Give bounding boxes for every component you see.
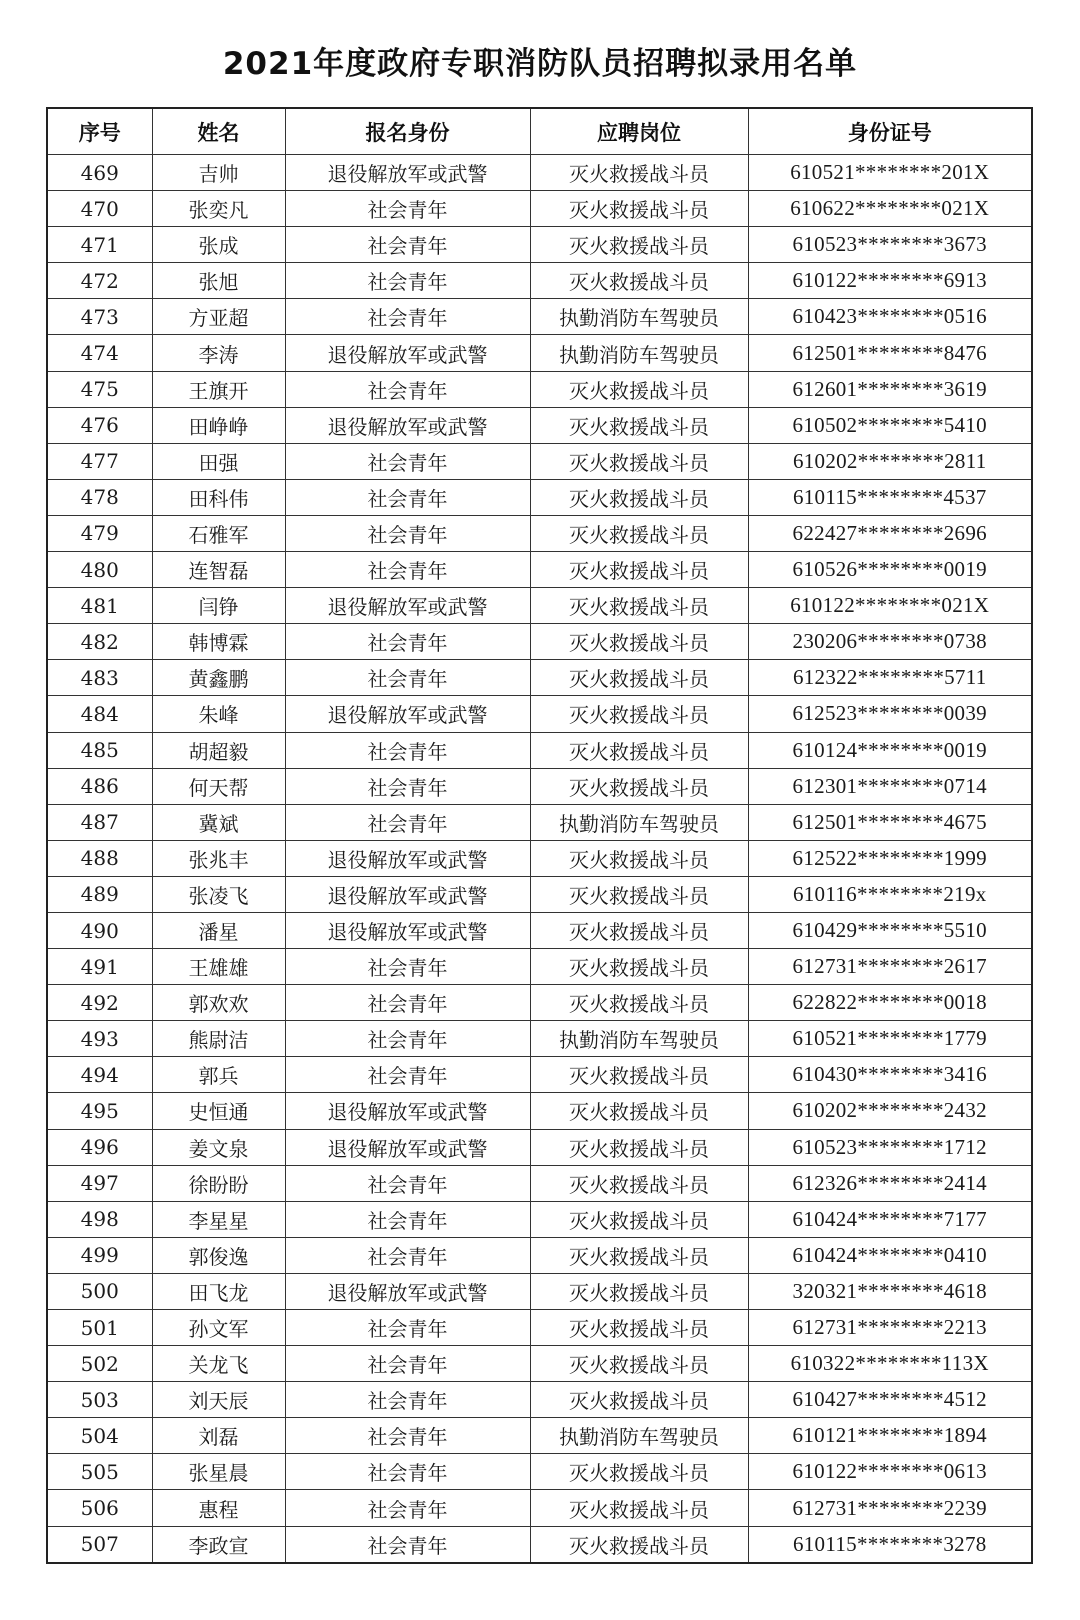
cell-id-number: 612731********2213 xyxy=(748,1310,1032,1346)
table-row xyxy=(47,371,1032,407)
cell-identity: 退役解放军或武警 xyxy=(285,876,530,912)
cell-serial: 480 xyxy=(47,552,152,588)
cell-id-number: 610115********3278 xyxy=(748,1526,1032,1563)
cell-identity: 退役解放军或武警 xyxy=(285,1273,530,1309)
cell-identity: 社会青年 xyxy=(285,515,530,551)
cell-serial: 481 xyxy=(47,588,152,624)
cell-serial: 478 xyxy=(47,479,152,515)
cell-identity: 社会青年 xyxy=(285,263,530,299)
cell-name: 田飞龙 xyxy=(152,1273,285,1309)
column-header-identity: 报名身份 xyxy=(285,108,530,155)
table-row xyxy=(47,1165,1032,1201)
cell-name: 何天帮 xyxy=(152,768,285,804)
cell-id-number: 610430********3416 xyxy=(748,1057,1032,1093)
cell-name: 冀斌 xyxy=(152,804,285,840)
cell-identity: 社会青年 xyxy=(285,804,530,840)
cell-serial: 489 xyxy=(47,876,152,912)
cell-name: 吉帅 xyxy=(152,155,285,191)
cell-serial: 490 xyxy=(47,912,152,948)
cell-id-number: 610523********3673 xyxy=(748,227,1032,263)
cell-name: 郭俊逸 xyxy=(152,1237,285,1273)
cell-position: 灭火救援战斗员 xyxy=(530,1237,748,1273)
cell-serial: 469 xyxy=(47,155,152,191)
cell-id-number: 610322********113X xyxy=(748,1346,1032,1382)
cell-position: 灭火救援战斗员 xyxy=(530,1165,748,1201)
cell-name: 张兆丰 xyxy=(152,840,285,876)
cell-id-number: 610121********1894 xyxy=(748,1418,1032,1454)
cell-identity: 社会青年 xyxy=(285,299,530,335)
cell-name: 郭兵 xyxy=(152,1057,285,1093)
cell-name: 徐盼盼 xyxy=(152,1165,285,1201)
cell-identity: 退役解放军或武警 xyxy=(285,407,530,443)
cell-identity: 社会青年 xyxy=(285,1346,530,1382)
cell-id-number: 612731********2239 xyxy=(748,1490,1032,1526)
cell-name: 闫铮 xyxy=(152,588,285,624)
cell-serial: 507 xyxy=(47,1526,152,1563)
table-row xyxy=(47,191,1032,227)
cell-name: 朱峰 xyxy=(152,696,285,732)
cell-position: 灭火救援战斗员 xyxy=(530,407,748,443)
cell-serial: 487 xyxy=(47,804,152,840)
cell-name: 张凌飞 xyxy=(152,876,285,912)
cell-position: 灭火救援战斗员 xyxy=(530,1273,748,1309)
cell-identity: 退役解放军或武警 xyxy=(285,335,530,371)
cell-id-number: 612322********5711 xyxy=(748,660,1032,696)
table-row xyxy=(47,768,1032,804)
table-row xyxy=(47,840,1032,876)
cell-id-number: 612601********3619 xyxy=(748,371,1032,407)
cell-id-number: 320321********4618 xyxy=(748,1273,1032,1309)
cell-position: 执勤消防车驾驶员 xyxy=(530,335,748,371)
cell-id-number: 610122********0613 xyxy=(748,1454,1032,1490)
cell-identity: 退役解放军或武警 xyxy=(285,696,530,732)
cell-serial: 495 xyxy=(47,1093,152,1129)
cell-name: 张成 xyxy=(152,227,285,263)
cell-name: 石雅军 xyxy=(152,515,285,551)
cell-name: 张旭 xyxy=(152,263,285,299)
roster-table xyxy=(46,107,1033,1564)
cell-position: 灭火救援战斗员 xyxy=(530,1201,748,1237)
cell-id-number: 610122********6913 xyxy=(748,263,1032,299)
cell-identity: 退役解放军或武警 xyxy=(285,912,530,948)
cell-serial: 493 xyxy=(47,1021,152,1057)
table-row xyxy=(47,1526,1032,1563)
cell-identity: 社会青年 xyxy=(285,949,530,985)
cell-id-number: 610202********2811 xyxy=(748,443,1032,479)
cell-serial: 476 xyxy=(47,407,152,443)
cell-position: 灭火救援战斗员 xyxy=(530,696,748,732)
cell-id-number: 612326********2414 xyxy=(748,1165,1032,1201)
cell-id-number: 610523********1712 xyxy=(748,1129,1032,1165)
cell-position: 灭火救援战斗员 xyxy=(530,660,748,696)
table-row xyxy=(47,1201,1032,1237)
table-row xyxy=(47,479,1032,515)
cell-id-number: 612501********8476 xyxy=(748,335,1032,371)
cell-position: 灭火救援战斗员 xyxy=(530,1382,748,1418)
cell-name: 张奕凡 xyxy=(152,191,285,227)
cell-serial: 474 xyxy=(47,335,152,371)
cell-name: 李政宣 xyxy=(152,1526,285,1563)
table-row xyxy=(47,1382,1032,1418)
table-row xyxy=(47,1057,1032,1093)
cell-name: 方亚超 xyxy=(152,299,285,335)
cell-identity: 社会青年 xyxy=(285,768,530,804)
cell-name: 潘星 xyxy=(152,912,285,948)
table-row xyxy=(47,552,1032,588)
cell-position: 灭火救援战斗员 xyxy=(530,912,748,948)
cell-identity: 退役解放军或武警 xyxy=(285,840,530,876)
table-row xyxy=(47,1490,1032,1526)
cell-name: 郭欢欢 xyxy=(152,985,285,1021)
cell-identity: 社会青年 xyxy=(285,1418,530,1454)
cell-position: 灭火救援战斗员 xyxy=(530,985,748,1021)
cell-serial: 491 xyxy=(47,949,152,985)
cell-serial: 471 xyxy=(47,227,152,263)
cell-serial: 501 xyxy=(47,1310,152,1346)
cell-identity: 社会青年 xyxy=(285,371,530,407)
column-header-position: 应聘岗位 xyxy=(530,108,748,155)
cell-position: 灭火救援战斗员 xyxy=(530,732,748,768)
table-row xyxy=(47,732,1032,768)
table-row xyxy=(47,1021,1032,1057)
cell-position: 灭火救援战斗员 xyxy=(530,1093,748,1129)
table-row xyxy=(47,227,1032,263)
table-row xyxy=(47,407,1032,443)
cell-serial: 499 xyxy=(47,1237,152,1273)
table-row xyxy=(47,696,1032,732)
cell-position: 灭火救援战斗员 xyxy=(530,371,748,407)
table-row xyxy=(47,1129,1032,1165)
cell-name: 胡超毅 xyxy=(152,732,285,768)
cell-identity: 社会青年 xyxy=(285,1237,530,1273)
cell-position: 灭火救援战斗员 xyxy=(530,227,748,263)
table-row xyxy=(47,588,1032,624)
cell-identity: 社会青年 xyxy=(285,732,530,768)
cell-name: 刘磊 xyxy=(152,1418,285,1454)
cell-id-number: 622822********0018 xyxy=(748,985,1032,1021)
cell-position: 灭火救援战斗员 xyxy=(530,1310,748,1346)
table-row xyxy=(47,155,1032,191)
cell-position: 灭火救援战斗员 xyxy=(530,443,748,479)
cell-position: 灭火救援战斗员 xyxy=(530,768,748,804)
cell-serial: 488 xyxy=(47,840,152,876)
cell-id-number: 610424********7177 xyxy=(748,1201,1032,1237)
cell-identity: 社会青年 xyxy=(285,227,530,263)
cell-id-number: 612522********1999 xyxy=(748,840,1032,876)
cell-id-number: 610423********0516 xyxy=(748,299,1032,335)
table-body xyxy=(47,155,1032,1563)
cell-id-number: 610115********4537 xyxy=(748,479,1032,515)
cell-identity: 社会青年 xyxy=(285,479,530,515)
header-row xyxy=(47,108,1032,155)
cell-identity: 社会青年 xyxy=(285,1021,530,1057)
cell-position: 灭火救援战斗员 xyxy=(530,515,748,551)
table-row xyxy=(47,1310,1032,1346)
column-header-id-number: 身份证号 xyxy=(748,108,1032,155)
cell-name: 李涛 xyxy=(152,335,285,371)
table-row xyxy=(47,335,1032,371)
page-title: 2021年度政府专职消防队员招聘拟录用名单 xyxy=(222,46,858,82)
table-row xyxy=(47,1454,1032,1490)
table-row xyxy=(47,263,1032,299)
cell-position: 执勤消防车驾驶员 xyxy=(530,804,748,840)
cell-position: 灭火救援战斗员 xyxy=(530,588,748,624)
cell-serial: 492 xyxy=(47,985,152,1021)
cell-serial: 472 xyxy=(47,263,152,299)
cell-identity: 社会青年 xyxy=(285,660,530,696)
cell-identity: 社会青年 xyxy=(285,624,530,660)
cell-serial: 497 xyxy=(47,1165,152,1201)
cell-position: 灭火救援战斗员 xyxy=(530,1057,748,1093)
cell-position: 灭火救援战斗员 xyxy=(530,191,748,227)
cell-id-number: 610202********2432 xyxy=(748,1093,1032,1129)
cell-id-number: 610521********201X xyxy=(748,155,1032,191)
table-row xyxy=(47,876,1032,912)
cell-position: 灭火救援战斗员 xyxy=(530,1526,748,1563)
cell-position: 执勤消防车驾驶员 xyxy=(530,1021,748,1057)
cell-position: 灭火救援战斗员 xyxy=(530,1454,748,1490)
cell-name: 黄鑫鹏 xyxy=(152,660,285,696)
cell-id-number: 622427********2696 xyxy=(748,515,1032,551)
cell-id-number: 610424********0410 xyxy=(748,1237,1032,1273)
cell-serial: 473 xyxy=(47,299,152,335)
cell-serial: 486 xyxy=(47,768,152,804)
cell-name: 惠程 xyxy=(152,1490,285,1526)
table-row xyxy=(47,624,1032,660)
table-row xyxy=(47,985,1032,1021)
cell-identity: 社会青年 xyxy=(285,1454,530,1490)
cell-name: 韩博霖 xyxy=(152,624,285,660)
cell-position: 执勤消防车驾驶员 xyxy=(530,1418,748,1454)
table-row xyxy=(47,443,1032,479)
cell-id-number: 230206********0738 xyxy=(748,624,1032,660)
cell-position: 灭火救援战斗员 xyxy=(530,552,748,588)
cell-serial: 502 xyxy=(47,1346,152,1382)
cell-position: 灭火救援战斗员 xyxy=(530,840,748,876)
cell-identity: 社会青年 xyxy=(285,552,530,588)
cell-identity: 社会青年 xyxy=(285,1057,530,1093)
column-header-serial: 序号 xyxy=(47,108,152,155)
table-row xyxy=(47,299,1032,335)
cell-identity: 社会青年 xyxy=(285,1165,530,1201)
cell-position: 执勤消防车驾驶员 xyxy=(530,299,748,335)
cell-position: 灭火救援战斗员 xyxy=(530,155,748,191)
cell-serial: 500 xyxy=(47,1273,152,1309)
cell-id-number: 610526********0019 xyxy=(748,552,1032,588)
cell-id-number: 610122********021X xyxy=(748,588,1032,624)
cell-name: 田强 xyxy=(152,443,285,479)
cell-identity: 社会青年 xyxy=(285,985,530,1021)
cell-name: 田峥峥 xyxy=(152,407,285,443)
cell-serial: 484 xyxy=(47,696,152,732)
cell-id-number: 610429********5510 xyxy=(748,912,1032,948)
cell-identity: 社会青年 xyxy=(285,1201,530,1237)
cell-name: 姜文泉 xyxy=(152,1129,285,1165)
cell-identity: 退役解放军或武警 xyxy=(285,588,530,624)
cell-position: 灭火救援战斗员 xyxy=(530,1490,748,1526)
table-row xyxy=(47,1346,1032,1382)
cell-serial: 475 xyxy=(47,371,152,407)
cell-name: 田科伟 xyxy=(152,479,285,515)
cell-serial: 506 xyxy=(47,1490,152,1526)
column-header-name: 姓名 xyxy=(152,108,285,155)
cell-name: 王旗开 xyxy=(152,371,285,407)
cell-position: 灭火救援战斗员 xyxy=(530,624,748,660)
cell-serial: 505 xyxy=(47,1454,152,1490)
cell-serial: 483 xyxy=(47,660,152,696)
cell-serial: 485 xyxy=(47,732,152,768)
cell-id-number: 612731********2617 xyxy=(748,949,1032,985)
cell-name: 刘天辰 xyxy=(152,1382,285,1418)
cell-identity: 退役解放军或武警 xyxy=(285,155,530,191)
table-row xyxy=(47,949,1032,985)
cell-identity: 社会青年 xyxy=(285,191,530,227)
cell-position: 灭火救援战斗员 xyxy=(530,1129,748,1165)
cell-name: 张星晨 xyxy=(152,1454,285,1490)
cell-serial: 496 xyxy=(47,1129,152,1165)
cell-id-number: 610116********219x xyxy=(748,876,1032,912)
cell-name: 史恒通 xyxy=(152,1093,285,1129)
cell-identity: 社会青年 xyxy=(285,443,530,479)
cell-id-number: 610124********0019 xyxy=(748,732,1032,768)
cell-identity: 退役解放军或武警 xyxy=(285,1129,530,1165)
cell-position: 灭火救援战斗员 xyxy=(530,949,748,985)
cell-serial: 470 xyxy=(47,191,152,227)
cell-identity: 退役解放军或武警 xyxy=(285,1093,530,1129)
cell-identity: 社会青年 xyxy=(285,1382,530,1418)
table-row xyxy=(47,1093,1032,1129)
cell-id-number: 612501********4675 xyxy=(748,804,1032,840)
table-row xyxy=(47,804,1032,840)
cell-identity: 社会青年 xyxy=(285,1490,530,1526)
cell-position: 灭火救援战斗员 xyxy=(530,263,748,299)
cell-id-number: 610622********021X xyxy=(748,191,1032,227)
cell-serial: 477 xyxy=(47,443,152,479)
cell-serial: 503 xyxy=(47,1382,152,1418)
cell-position: 灭火救援战斗员 xyxy=(530,1346,748,1382)
cell-name: 熊尉洁 xyxy=(152,1021,285,1057)
cell-serial: 498 xyxy=(47,1201,152,1237)
cell-id-number: 610427********4512 xyxy=(748,1382,1032,1418)
cell-name: 孙文军 xyxy=(152,1310,285,1346)
table-row xyxy=(47,1237,1032,1273)
cell-name: 连智磊 xyxy=(152,552,285,588)
cell-name: 李星星 xyxy=(152,1201,285,1237)
cell-position: 灭火救援战斗员 xyxy=(530,479,748,515)
cell-serial: 494 xyxy=(47,1057,152,1093)
table-row xyxy=(47,1418,1032,1454)
cell-name: 关龙飞 xyxy=(152,1346,285,1382)
table-row xyxy=(47,660,1032,696)
cell-identity: 社会青年 xyxy=(285,1310,530,1346)
cell-id-number: 612523********0039 xyxy=(748,696,1032,732)
table-row xyxy=(47,1273,1032,1309)
cell-serial: 482 xyxy=(47,624,152,660)
cell-identity: 社会青年 xyxy=(285,1526,530,1563)
cell-name: 王雄雄 xyxy=(152,949,285,985)
cell-serial: 479 xyxy=(47,515,152,551)
cell-serial: 504 xyxy=(47,1418,152,1454)
table-row xyxy=(47,515,1032,551)
table-row xyxy=(47,912,1032,948)
cell-position: 灭火救援战斗员 xyxy=(530,876,748,912)
table-header xyxy=(47,108,1032,155)
cell-id-number: 612301********0714 xyxy=(748,768,1032,804)
cell-id-number: 610502********5410 xyxy=(748,407,1032,443)
cell-id-number: 610521********1779 xyxy=(748,1021,1032,1057)
